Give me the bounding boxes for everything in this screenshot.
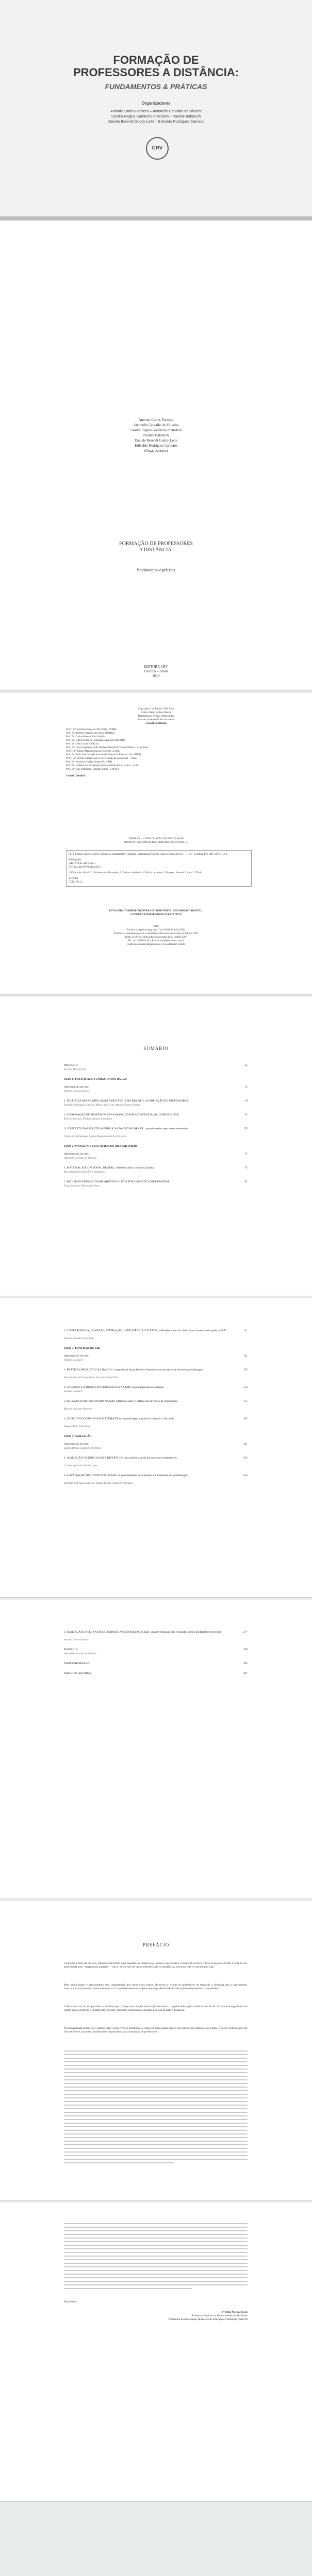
toc-entry-author: Edivaldo Rodrigues Carneiro, Márcio Luiz Cruz, Antonio Carlos Fonseca [64, 1104, 141, 1107]
toc-entry-title: 2. A AVALIAÇÃO NO CONTEXTO DA EaD: as possibilidades de avaliação em ambientes de aprendizagem [64, 1474, 188, 1477]
rights-year: 2018 [153, 925, 159, 928]
half-subtitle: fundamentos e práticas [137, 568, 175, 572]
toc-entry-page: 197 [243, 1417, 248, 1420]
toc-entry-page: 135 [243, 1368, 248, 1371]
council-member: Prof. Dr. Cesar Gerónimo Tello (Univer. Nacional Três de Febrero – Argentina) [66, 747, 148, 749]
council-member: Prof. Dr. Carlos Federico Dominguez Avila (UNIEURO) [66, 739, 125, 742]
cover-organizers-label: Organizadores [141, 101, 171, 106]
toc-part-heading [64, 1078, 248, 1081]
toc-entry [64, 1662, 248, 1666]
toc-entry-author: Edivaldo Rodrigues Carneiro, Sandra Regina Gardacho Pietrobon [64, 1482, 134, 1485]
cover-organizers [67, 109, 245, 125]
cdd: 18-53021 [69, 877, 79, 880]
doi: DOI 10.24824/978854442365.5 [69, 866, 102, 869]
toc-entry-page: 243 [243, 1474, 248, 1477]
toc-entry-author: Gisele Alves Rodrigues, Sandra Regina Gardacho Pietrobon [64, 1136, 127, 1138]
council-member: Profª. Drª. Andréa Gomes da Silva Dias (UFRRJ) [66, 728, 117, 731]
toc-part-heading [64, 1435, 248, 1438]
toc-entry-author: Daniele Berendt Godoy Lotte [64, 1337, 94, 1340]
toc-entry [64, 1127, 248, 1131]
half-title [0, 541, 312, 553]
toc-entry-author: Pauline Balabuch [64, 1359, 83, 1362]
toc-entry-author: Daniele Berendt Godoy Lotte, Everton Michael Lôis [64, 1377, 118, 1379]
toc-entry [64, 1180, 248, 1184]
council-member: Prof. Dr. Carlos Alberto Vilar Estêvão [66, 736, 106, 738]
toc-entry-page: 175 [243, 1400, 248, 1403]
organizer-name: Daniele Berendt Godoy Lotte [134, 438, 177, 443]
app-notice: CONHEÇA E BAIXE NOSSO APLICATIVO! [130, 913, 182, 916]
council-member: Prof. Dr. Guillermo Arias Beatón (Universidade de La Havana – Cuba) [66, 765, 140, 767]
toc-entry-author: Antonio Carlos Fonseca [64, 1090, 89, 1093]
toc-entry-page: 55 [244, 1127, 248, 1130]
cover-subtitle: FUNDAMENTOS & PRÁTICAS [105, 82, 207, 91]
book-cover [0, 0, 312, 392]
council-member: Prof. Dr. Antônio Pereira Gaio Júnior (UFRRJ) [66, 732, 115, 735]
toc-heading: SUMÁRIO [143, 1046, 169, 1051]
toc-entry-title: EIXO 2: MATERIAIS EDUCACIONAIS DIGITAIS (MED) [64, 1145, 137, 1148]
toc-part-heading [64, 1145, 248, 1148]
cover-title-line-1: FORMAÇÃO DE [113, 54, 199, 66]
toc-entry-page: 11 [244, 1064, 248, 1067]
cover-title-line-2: PROFESSORES A DISTÂNCIA: [73, 66, 239, 79]
toc-entry [64, 1400, 248, 1403]
toc-entry [64, 1386, 248, 1389]
half-title-line: A DISTÂNCIA: [139, 547, 173, 553]
preface-heading: PREFÁCIO [142, 1942, 170, 1947]
toc-entry-title: EIXO 1: POLÍTICAS E FUNDAMENTOS DA EaD [64, 1078, 127, 1081]
toc-entry [64, 1166, 248, 1170]
publisher-info [0, 665, 312, 679]
copyright-line: Copyright © da Editora CRV Ltda. [138, 708, 174, 710]
deposit-notice: Foi feito o depósito legal conf. Lei 10.994 de 14/12/2004 [126, 929, 186, 931]
toc-entry [64, 1354, 248, 1358]
toc-entry-page: 307 [243, 1672, 248, 1675]
preface-paragraph: Cabe a cada um, ao ler, perceber os desafios que o tempo atual impõe à formação docente e o papel da educação a distância no Brasil. O livro está organizado em quatro eixos: políticas e fundamentos da EaD, materiais educacionais digitais, práticas de EaD e avaliação. [64, 2005, 248, 2012]
toc-entry-page: 277 [243, 1631, 248, 1634]
cover-title [0, 54, 312, 79]
toc-entry-author: Marcos Henrique Pinheiro [64, 1408, 92, 1411]
toc-entry-page: 19 [244, 1099, 248, 1103]
toc-entry-title: 1. MATERIAL EDUCACIONAL DIGITAL: reflexões sobre a teoria e a prática [64, 1166, 155, 1170]
credit-line: Diagramação e Capa: Editora CRV [138, 715, 175, 718]
toc-entry-title: EIXO 4: AVALIAÇÃO [64, 1435, 92, 1438]
toc-entry-title: Apresentação do eixo [64, 1354, 89, 1358]
toc-entry [64, 1329, 248, 1333]
toc-entry-title: POSFÁCIO [64, 1648, 78, 1651]
toc-entry-page: 221 [243, 1443, 248, 1446]
council-member: Profª. Drª. Gloria Fariñas León (Universidade de La Havana – Cuba) [66, 757, 137, 760]
toc-entry-page: 299 [243, 1648, 248, 1651]
toc-entry-author: Marcelo da Silva, Fabiano Antonio dos Santos [64, 1118, 112, 1121]
preface-page-1 [0, 1901, 312, 2200]
toc-entry [64, 1099, 248, 1103]
publisher-site: Conheça os nossos lançamentos: www.editoracrv.com.br [126, 943, 186, 946]
organizer-names [0, 417, 312, 453]
council-title: Conselho Editorial: [145, 722, 167, 725]
cover-organizers-line: Daniele Berendt Godoy Lotte – Edivaldo Rodrigues Carneiro [107, 120, 205, 124]
toc-page-2 [0, 1298, 312, 1598]
toc-entry-title: 1. AVALIAÇÃO DA EDUCAÇÃO A DISTÂNCIA: uma análise a partir dos processos regulatórios [64, 1456, 177, 1460]
credit-line: Revisão: Analista de Escrita e Artes [138, 719, 175, 721]
organizer-name: Antonio Carlos Fonseca [138, 418, 174, 422]
rights-notice [0, 925, 312, 946]
toc-entry-title: 2. O ENSINO E A MEDIAÇÃO PEDAGÓGICA NA EaD: do planejamento à avaliação [64, 1386, 164, 1389]
toc-part-heading [64, 1347, 248, 1350]
bibliography-label: Bibliografia [69, 859, 81, 861]
toc-entry-author: Antonelle Carvalho de Oliveira [64, 1653, 97, 1655]
toc-entry-page: 131 [243, 1354, 248, 1358]
toc-entry-title: 4. O ESTUDO DO ENSINO DA MATEMÁTICA: aprendizagem e práticas no ensino a distância [64, 1417, 174, 1420]
council-member: Prof. Dr. Francisco Carlos Duarte (PUC-PR) [66, 761, 112, 764]
cip-text: F81 Formação de professores a distância: fundamentos e práticas / organização Antonio Carlos Fonseca [et al.]. – 1. ed. – Curitiba, PR: CRV, 2018. 316 p. [69, 853, 228, 856]
toc-entry [64, 1672, 248, 1675]
credit-line: Editor-chefe: Railson Moura [141, 711, 171, 714]
toc-entry-author: Pauline Balabuch [64, 1391, 83, 1393]
preface-body-text [64, 2050, 248, 2166]
credits-page [0, 693, 312, 995]
organizer-name: Pauline Balabuch [143, 433, 169, 437]
credits-header [66, 707, 247, 725]
toc-entry-page: 153 [243, 1386, 248, 1389]
reproduction-notice: Proibida a reprodução parcial ou total desta obra sem autorização da Editora CRV [113, 933, 199, 935]
council-member: Prof. Dr. Celso Conti (UFSCar) [66, 743, 99, 745]
toc-entry-page: 303 [243, 1662, 248, 1665]
toc-entry [64, 1417, 248, 1421]
isbn: ISBN 978-85-444-2365-5 [69, 862, 95, 865]
toc-entry-page: 91 [244, 1180, 248, 1183]
council-list [66, 728, 247, 778]
organizer-name: Antonelle Carvalho de Oliveira [133, 423, 179, 427]
organizer-name: Sandra Regina Gardacho Pietrobon [130, 428, 182, 432]
council-member: Prof. Dr. Élsio José Corá (Universidade Federal da Fronteira Sul, UFFS) [66, 754, 141, 756]
preface-signature [64, 2311, 248, 2321]
toc-entry-author: Sandra Regina Gardacho Pietrobon [64, 1447, 102, 1450]
toc-entry-title: ÍNDICE REMISSIVO [64, 1662, 90, 1665]
toc-entry [64, 1064, 248, 1067]
contact-phone: Tel.: (41) 3039-6418 – E-mail: sac@editoracrv.com.br [128, 940, 184, 942]
toc-entry-author: Antonelle Carvalho de Oliveira [64, 1157, 97, 1160]
toc-entry-title: 3. CONVERGÊNCIA, CONEXÃO, INTERAÇÃO, INTELIGÊNCIA COLETIVA: reflexões acerca da cibercultura e suas implicações na EaD [64, 1329, 226, 1332]
toc-entry [64, 1631, 248, 1634]
half-title-line: FORMAÇÃO DE PROFESSORES [119, 541, 193, 547]
toc-entry-author: Wagner Alves Pinto Dias [64, 1426, 90, 1428]
council-member: Prof. Dr. João Adalberto Campato Junior (UNESP) [66, 768, 119, 771]
preface-closing: Boa leitura! [64, 2300, 78, 2303]
toc-entry-title: 3. CONTEXTO DAS POLÍTICAS PÚBLICAS DA EaD NO BRASIL: aproximações e percursos necessários [64, 1127, 189, 1130]
toc-entry-page: 75 [244, 1166, 248, 1170]
toc-entry [64, 1086, 248, 1089]
organizer-role: (Organizadores) [144, 449, 168, 453]
publisher-logo: CRV [146, 137, 169, 160]
page-margin [0, 2504, 312, 2576]
toc-entry [64, 1474, 248, 1478]
toc-entry-title: PREFÁCIO [64, 1064, 78, 1067]
preface-paragraph: Mas, ainda assim, é precisamente essa compreensão que recorre aos outros. Os textos e relatos de professores da educação a distância que se apresentam, mostram a cada passo o contexto formativo, a complexidade e os projetos que os profissionais da educação se dispuseram a compartilhar. [64, 1984, 248, 1990]
legal-notice [0, 909, 312, 917]
toc-entry-author: Everton Michael Lôis [64, 1069, 87, 1071]
toc-entry-page: 111 [243, 1329, 248, 1332]
cover-organizers-line: Sandra Regina Gardacho Pietrobon – Pauline Balabuch [111, 115, 201, 118]
digital-format-notice: ESTA OBRA TAMBÉM ENCONTRA-SE DISPONÍVEL EM FORMATO DIGITAL. [109, 910, 203, 912]
toc-entry-title: EIXO 3: PRÁTICAS DE EaD [64, 1347, 101, 1350]
publisher-year: 2018 [152, 674, 160, 678]
subjects: 1. Educação – Brasil. 2. Professores – Formação. 3. Ensino a distância. 4. Prática de ensino. I. Fonseca, Antonio Carlos. II. Título. [69, 872, 203, 874]
toc-entry-author: Mara Regina Kossoski Felix Rodrigues [64, 1171, 105, 1174]
toc-entry-author: Antonio Carlos Fonseca [64, 1639, 89, 1641]
committee-title: Comitê Científico: [66, 775, 87, 777]
cip-subtitle: SINDICATO NACIONAL DOS EDITORES DE LIVROS, RJ [123, 841, 189, 844]
toc-entry-page: 15 [244, 1086, 248, 1089]
toc-entry [64, 1368, 248, 1372]
signature-name: Everton Michael Lôis [221, 2311, 248, 2314]
preface-paragraph: Na universidade brasileira, o debate sobre a EaD vem se ampliando, e cada vez mais ganha espaço nas instituições públicas e privadas. É nesse contexto que este livro se insere, trazendo contribuições importantes para a formação de professores. [64, 2027, 248, 2033]
toc-entry-title: Apresentação do eixo [64, 1153, 89, 1156]
preface-paragraph: Contando a meia de um ano, tentando aproximar uma sugestão ao mundo hoje, acima a sua forma e o modo de escrever como as pessoas diziam a vida na rua, atravessada num "imaginando palhacin" – não é, eu ofereço de uma conferência de circunstâncias, de palco vida e conexão por vida. [64, 1962, 248, 1969]
toc-entry-title: 3. AVALIAÇÃO EXTERNA EM QUALIDADE NA MODALIDADE EaD: uma investigação dos resultados com a modalidade presencial [64, 1631, 221, 1634]
toc-entry [64, 1648, 248, 1652]
council-member: Profª. Drª. Elione Maria Nogueira Diogenes (UFAL) [66, 750, 121, 753]
organizer-name: Edivaldo Rodrigues Carneiro [135, 444, 177, 448]
toc-entry-title: Apresentação do eixo [64, 1086, 89, 1089]
cover-band [0, 216, 312, 221]
toc-entry [64, 1153, 248, 1156]
toc-entry-title: SOBRE OS AUTORES [64, 1672, 91, 1675]
toc-entry-page: 225 [243, 1456, 248, 1460]
preface-body-text [64, 2223, 248, 2292]
cover-organizers-line: Antonio Carlos Fonseca – Antonelle Carvalho de Oliveira [110, 110, 202, 113]
toc-entry-title: 2. A FORMAÇÃO DE PROFESSORES NA MODALIDADE A DISTÂNCIA: da UNIREDE à UAB [64, 1113, 179, 1116]
signature-role: Professor Emérito da Universidade de São Paulo [192, 2314, 248, 2317]
preface-page-2 [0, 2202, 312, 2502]
toc-entry-page: 71 [244, 1153, 248, 1156]
toc-entry [64, 1443, 248, 1446]
cdu: CDD: 371.12 [69, 881, 83, 884]
cip-title: CIP-BRASIL. CATALOGAÇÃO NA PUBLICAÇÃO [128, 838, 184, 840]
toc-entry [64, 1113, 248, 1117]
toc-page-1 [0, 997, 312, 1296]
toc-entry-page: 37 [244, 1113, 248, 1116]
toc-entry [64, 1456, 248, 1460]
signature-role: Presidente da Associação Brasileira de Educação a Distância (ABED) [168, 2318, 248, 2321]
toc-entry-title: 3. ESTÁGIO SUPERVISIONADO NA EaD: refletindo sobre o estágio em um curso de licenciatura [64, 1400, 177, 1403]
toc-entry-title: 1. PRÁTICAS PEDAGÓGICAS NA EaD: a experiência de professores formadores no processo de ensino e aprendizagem [64, 1368, 203, 1371]
toc-page-3 [0, 1600, 312, 1899]
publisher-name: EDITORA CRV [144, 665, 168, 669]
toc-entry-author: Eliseu Moreira, Dilermando Pinto [64, 1185, 100, 1188]
toc-entry-author: Luciane Aparecida Farias Lopes [64, 1465, 98, 1467]
toc-entry-title: Apresentação do eixo [64, 1443, 89, 1446]
toc-entry-title: 1. POLÍTICAS PARA A EDUCAÇÃO A DISTÂNCIA NO BRASIL E A FORMAÇÃO DE PROFESSORES [64, 1099, 188, 1103]
cover-background [0, 0, 312, 216]
reserved-notice: Todos os direitos desta edição reservados pela: Editora CRV [125, 936, 187, 939]
cip-box [66, 850, 252, 887]
publisher-city: Curitiba – Brasil [144, 669, 168, 673]
half-title-page [0, 392, 312, 691]
toc-entry-title: 2. RECURSOS EDUCACIONAIS ABERTOS VISTOS POR UMA ÓTICA MULTIMODAL [64, 1180, 170, 1183]
cip-header [0, 837, 312, 844]
